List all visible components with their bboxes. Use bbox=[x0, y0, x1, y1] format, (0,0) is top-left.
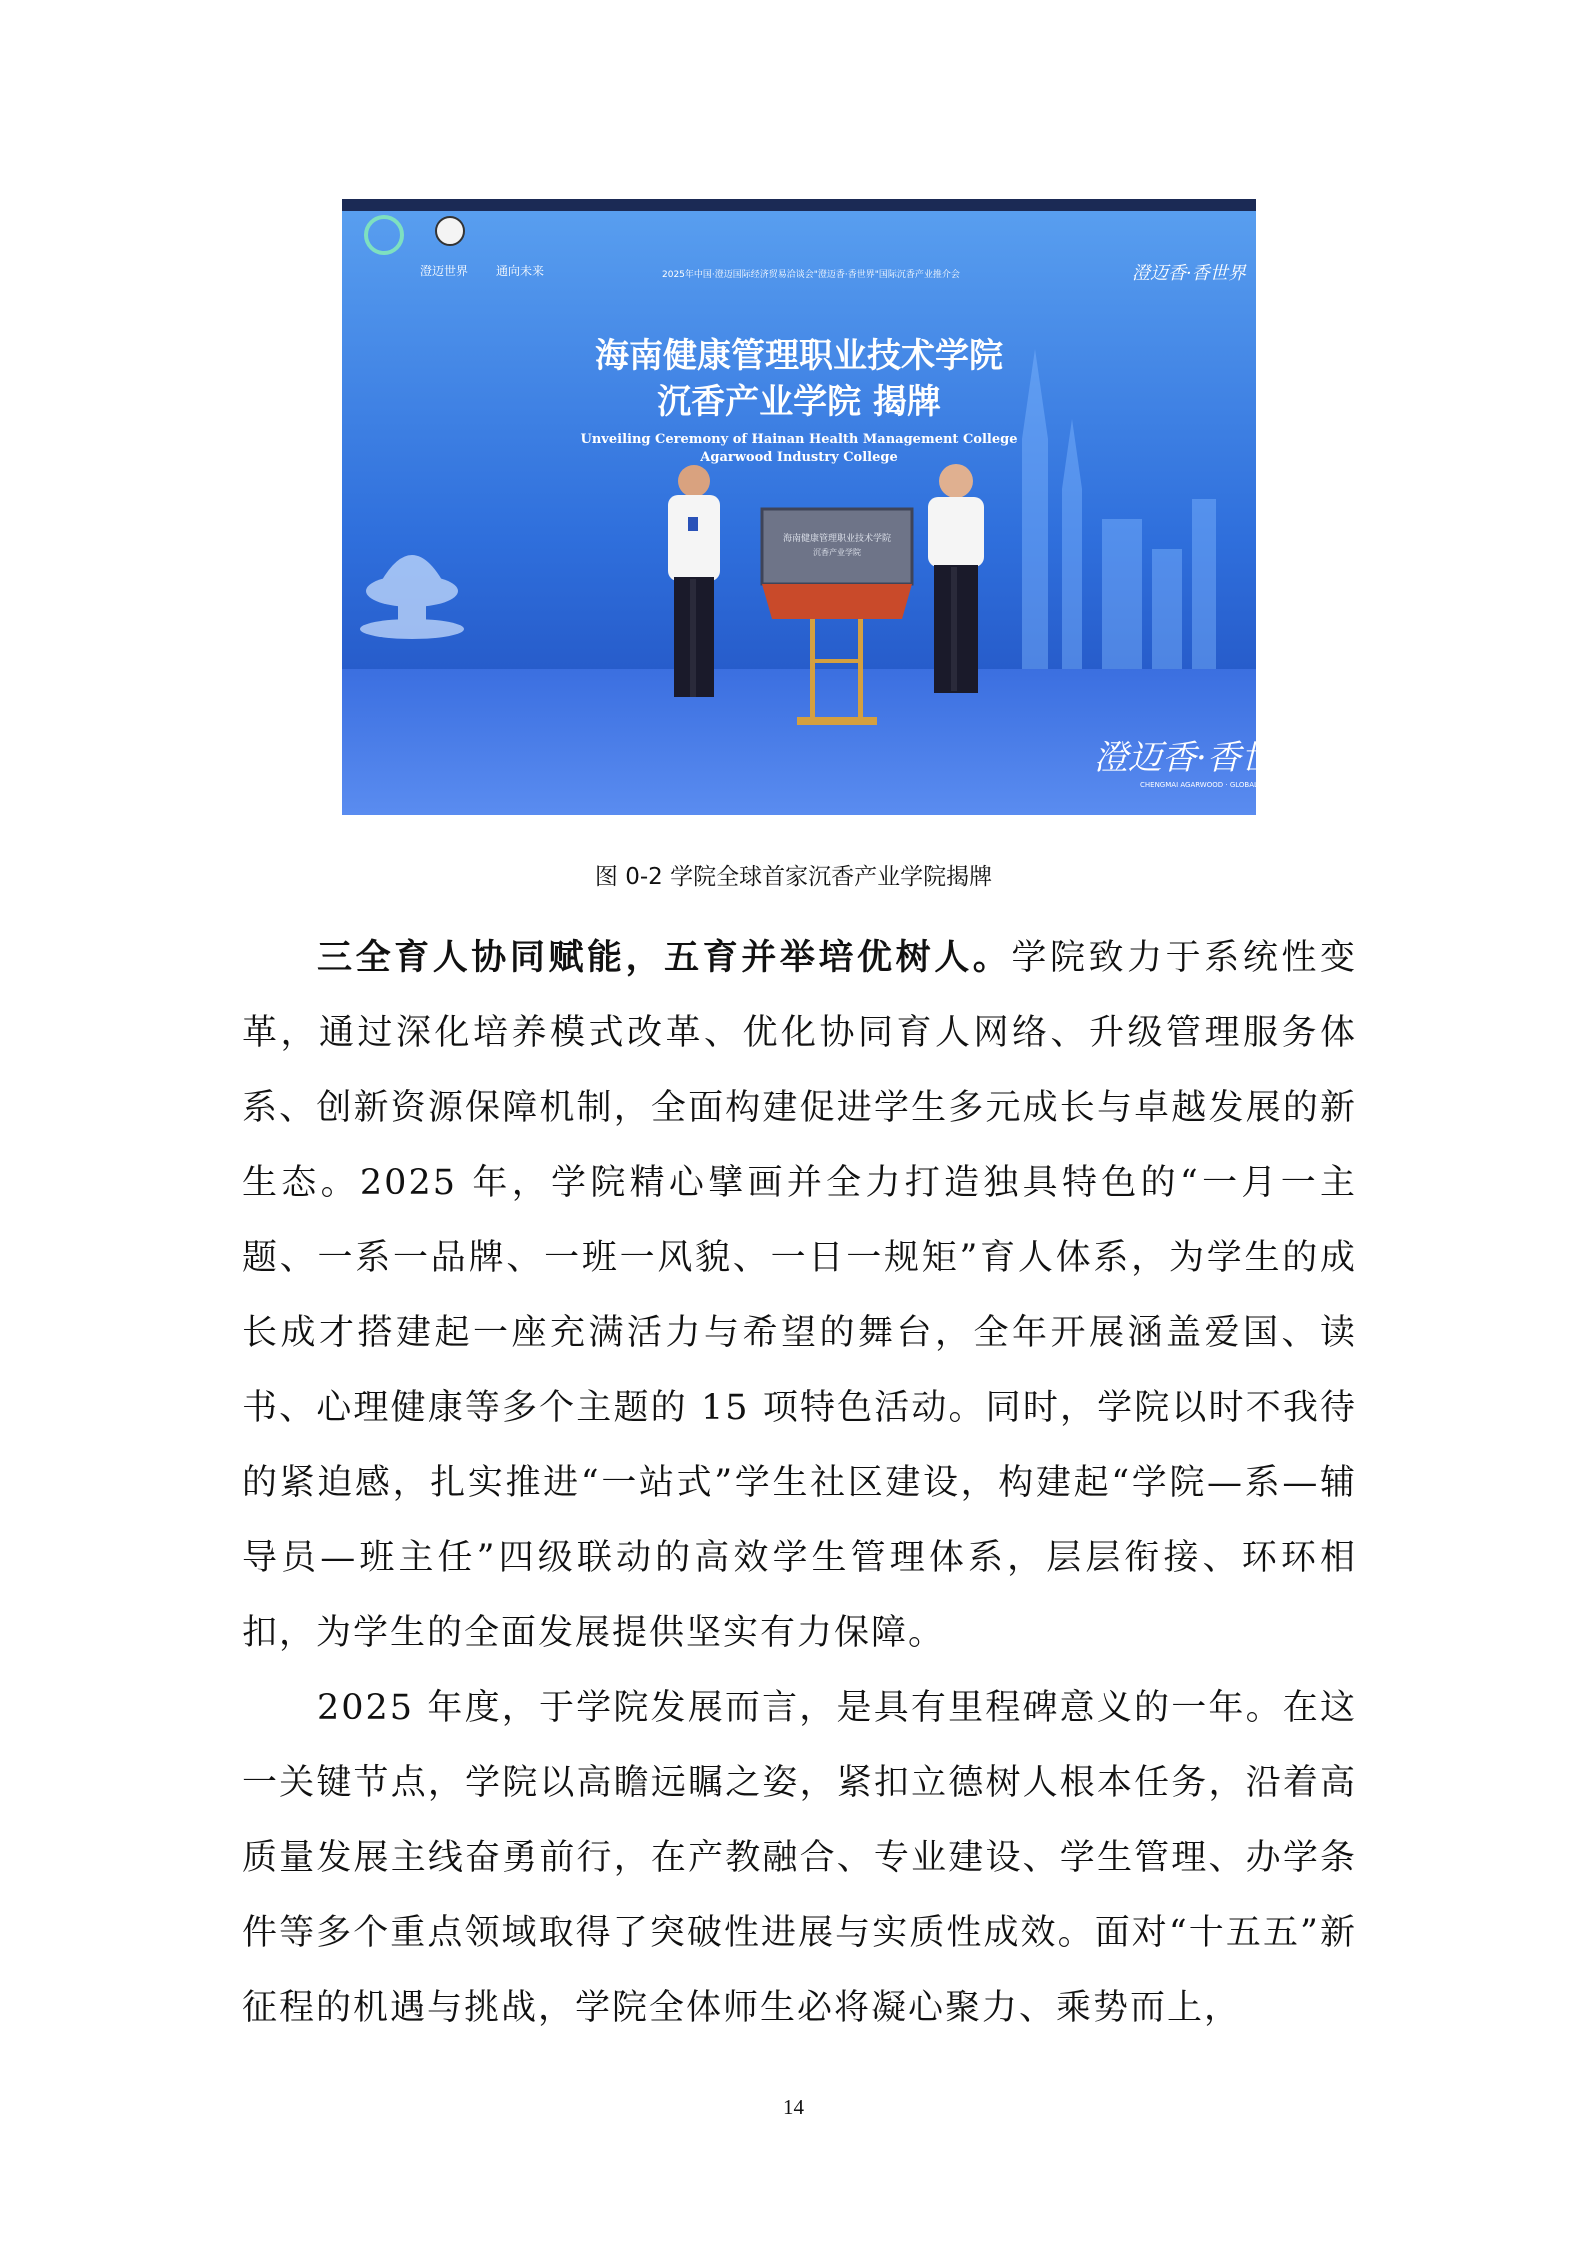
ceremony-illustration bbox=[342, 199, 1309, 815]
banner-title-line2: 沉香产业学院 揭牌 bbox=[657, 382, 941, 422]
ceremony-photo bbox=[342, 199, 1309, 815]
brand-sub-text: CHENGMAI AGARWOOD · GLOBAL GATHERING bbox=[1140, 781, 1302, 789]
banner-top-text: 2025年中国·澄迈国际经济贸易洽谈会"澄迈香·香世界"国际沉香产业推介会 bbox=[662, 270, 960, 280]
banner-en-line1: Unveiling Ceremony of Hainan Health Management College bbox=[580, 432, 1018, 447]
banner-en-line2: Agarwood Industry College bbox=[700, 450, 898, 465]
person-right bbox=[928, 464, 984, 693]
brand-mark-top: 澄迈香·香世界 bbox=[1132, 263, 1246, 284]
logo-text-1: 澄迈世界 bbox=[420, 264, 469, 278]
paragraph-1 bbox=[242, 921, 1357, 1671]
college-seal-icon bbox=[436, 217, 464, 245]
paragraph-2 bbox=[242, 1671, 1357, 2046]
paragraph-lead: 三全育人协同赋能，五育并举培优树人。 bbox=[317, 938, 1012, 978]
figure-caption: 图 0-2 学院全球首家沉香产业学院揭牌 bbox=[594, 864, 993, 890]
plaque-line2: 沉香产业学院 bbox=[813, 548, 861, 557]
person-left bbox=[668, 465, 720, 697]
plaque-line1: 海南健康管理职业技术学院 bbox=[782, 534, 892, 544]
paragraph-body: 学院致力于系统性变革，通过深化培养模式改革、优化协同育人网络、升级管理服务体系、创新资源保障机制，全面构建促进学生多元成长与卓越发展的新生态。2025 年，学院精心擘画并全力打造独具特色的“一月一主题、一系一品牌、一班一风貌、一日一规矩”育人体系，为学生的成长成才搭建起一座充满活力与希望的舞台，全年开展涵盖爱国、读书、心理健康等多个主题的 15 项特色活动。同时，学院以时不我待的紧迫感，扎实推进“一站式”学生社区建设，构建起“学院—系—辅导员—班主任”四级联动的高效学生管理体系，层层衔接、环环相扣，为学生的全面发展提供坚实有力保障。 bbox=[242, 938, 1357, 1653]
banner-title-line1: 海南健康管理职业技术学院 bbox=[595, 336, 1003, 376]
body-text bbox=[242, 921, 1357, 2046]
paragraph-body: 2025 年度，于学院发展而言，是具有里程碑意义的一年。在这一关键节点，学院以高瞻远瞩之姿，紧扣立德树人根本任务，沿着高质量发展主线奋勇前行，在产教融合、专业建设、学生管理、办学条件等多个重点领域取得了突破性进展与实质性成效。面对“十五五”新征程的机遇与挑战，学院全体师生必将凝心聚力、乘势而上， bbox=[242, 1688, 1357, 2028]
logo-text-2: 通向未来 bbox=[496, 264, 545, 278]
brand-mark-bottom: 澄迈香·香世界 bbox=[1094, 738, 1309, 778]
page-number: 14 bbox=[783, 2095, 804, 2119]
